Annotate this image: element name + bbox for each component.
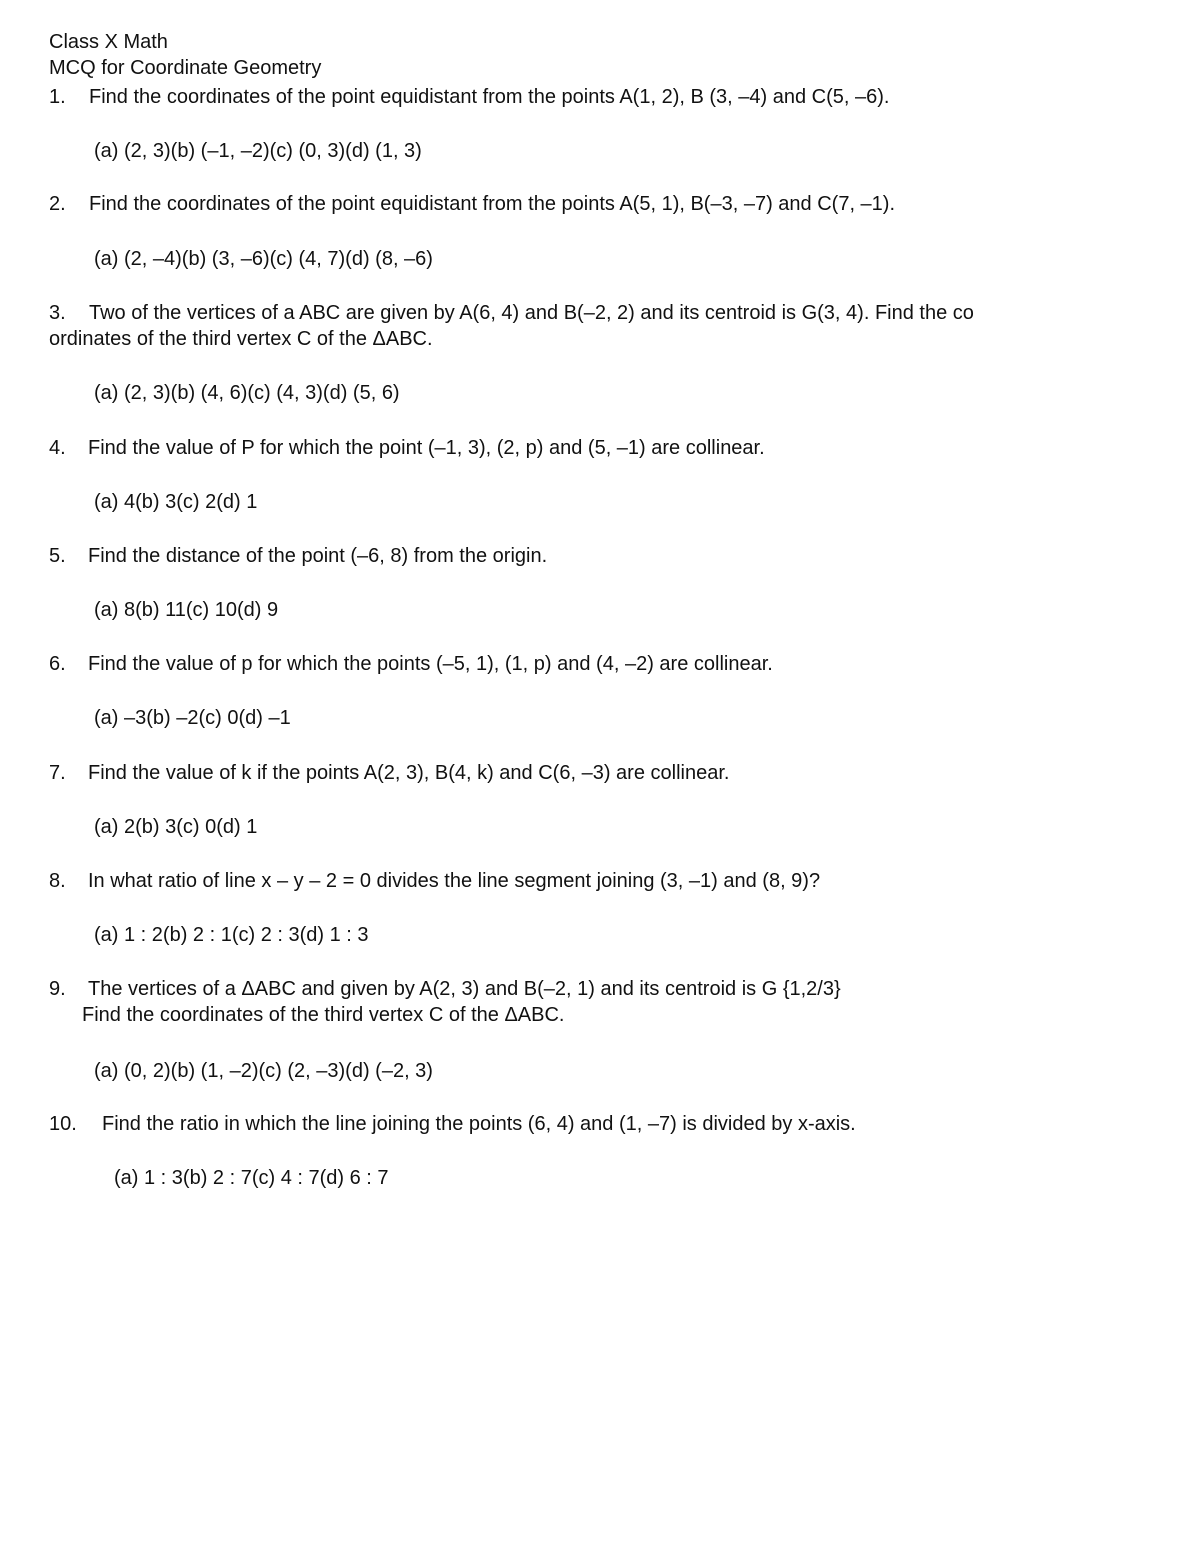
question-number: 5. — [49, 545, 66, 567]
question-text: Find the ratio in which the line joining the points (6, 4) and (1, –7) is divided by x-axis. — [102, 1113, 856, 1135]
question-text: The vertices of a ΔABC and given by A(2, 3) and B(–2, 1) and its centroid is G {1,2/3} — [88, 978, 841, 1000]
question-3-options: (a) (2, 3)(b) (4, 6)(c) (4, 3)(d) (5, 6) — [94, 382, 400, 404]
question-text: Find the distance of the point (–6, 8) from the origin. — [88, 545, 548, 567]
question-number: 3. — [49, 302, 66, 324]
question-5-options: (a) 8(b) 11(c) 10(d) 9 — [94, 599, 279, 621]
question-3-continuation: ordinates of the third vertex C of the ΔABC. — [49, 328, 433, 350]
question-2-options: (a) (2, –4)(b) (3, –6)(c) (4, 7)(d) (8, –6) — [94, 248, 433, 270]
question-number: 1. — [49, 86, 66, 108]
question-8-options: (a) 1 : 2(b) 2 : 1(c) 2 : 3(d) 1 : 3 — [94, 924, 369, 946]
question-number: 7. — [49, 762, 66, 784]
question-text: Find the value of p for which the points (–5, 1), (1, p) and (4, –2) are collinear. — [88, 653, 773, 675]
question-text: Find the coordinates of the point equidistant from the points A(1, 2), B (3, –4) and C(5, –6). — [89, 86, 890, 108]
question-3 — [49, 300, 974, 326]
question-4 — [49, 435, 765, 461]
question-number: 6. — [49, 653, 66, 675]
question-text: Find the value of P for which the point (–1, 3), (2, p) and (5, –1) are collinear. — [88, 437, 765, 459]
question-10 — [49, 1111, 856, 1137]
question-9-continuation: Find the coordinates of the third vertex C of the ΔABC. — [82, 1004, 565, 1026]
question-text: Find the coordinates of the point equidistant from the points A(5, 1), B(–3, –7) and C(7, –1). — [89, 193, 896, 215]
document-title: Class X Math — [49, 31, 168, 53]
question-6-options: (a) –3(b) –2(c) 0(d) –1 — [94, 707, 291, 729]
question-7 — [49, 760, 729, 786]
question-2 — [49, 191, 895, 217]
question-text: In what ratio of line x – y – 2 = 0 divides the line segment joining (3, –1) and (8, 9)? — [88, 870, 821, 892]
question-9 — [49, 976, 841, 1002]
question-number: 8. — [49, 870, 66, 892]
question-9-options: (a) (0, 2)(b) (1, –2)(c) (2, –3)(d) (–2, 3) — [94, 1060, 433, 1082]
question-5 — [49, 543, 547, 569]
question-6 — [49, 651, 773, 677]
question-number: 9. — [49, 978, 66, 1000]
question-8 — [49, 868, 820, 894]
question-text: Two of the vertices of a ABC are given by A(6, 4) and B(–2, 2) and its centroid is G(3, 4). Find the co — [89, 302, 974, 324]
question-10-options: (a) 1 : 3(b) 2 : 7(c) 4 : 7(d) 6 : 7 — [114, 1167, 389, 1189]
question-1-options: (a) (2, 3)(b) (–1, –2)(c) (0, 3)(d) (1, 3) — [94, 140, 422, 162]
question-number: 10. — [49, 1113, 77, 1135]
question-number: 2. — [49, 193, 66, 215]
question-1 — [49, 84, 889, 110]
question-7-options: (a) 2(b) 3(c) 0(d) 1 — [94, 816, 258, 838]
question-number: 4. — [49, 437, 66, 459]
document-subtitle: MCQ for Coordinate Geometry — [49, 57, 322, 79]
question-text: Find the value of k if the points A(2, 3), B(4, k) and C(6, –3) are collinear. — [88, 762, 730, 784]
question-4-options: (a) 4(b) 3(c) 2(d) 1 — [94, 491, 258, 513]
